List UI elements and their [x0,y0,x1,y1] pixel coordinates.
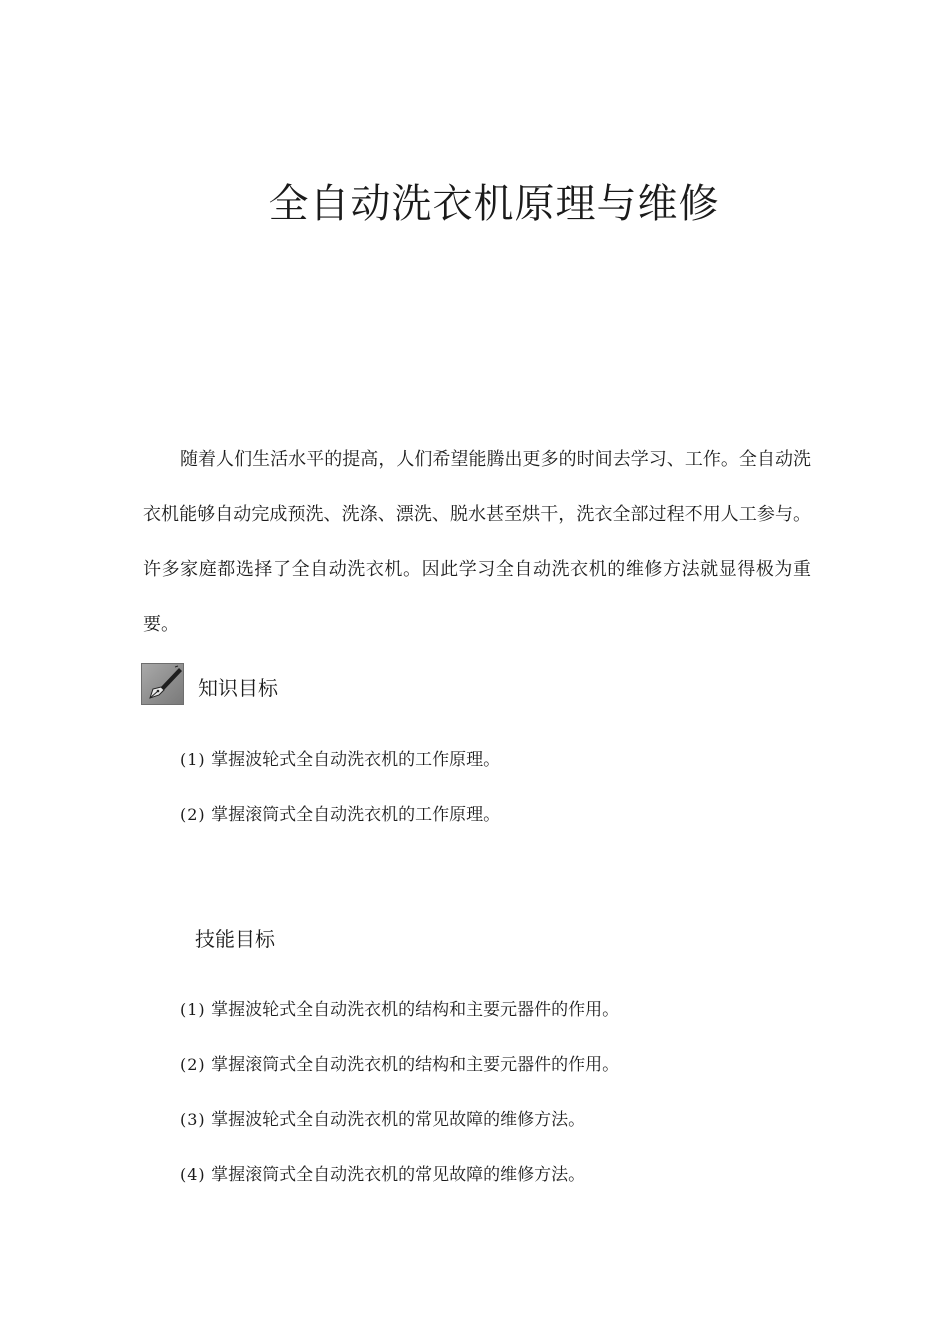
item-number: (1) [180,1000,206,1019]
knowledge-goal-item [180,800,500,825]
item-text: 掌握波轮式全自动洗衣机的常见故障的维修方法。 [211,1110,586,1130]
item-number: (2) [180,1055,206,1074]
skill-goals-heading: 技能目标 [195,927,275,951]
skill-goal-item [180,1105,585,1130]
item-number: (3) [180,1110,206,1129]
page-title: 全自动洗衣机原理与维修 [268,181,720,227]
pen-icon [141,663,184,705]
item-number: (1) [180,750,206,769]
item-text: 掌握滚筒式全自动洗衣机的常见故障的维修方法。 [211,1165,586,1185]
item-text: 掌握滚筒式全自动洗衣机的工作原理。 [211,805,501,825]
item-text: 掌握滚筒式全自动洗衣机的结构和主要元器件的作用。 [211,1055,620,1075]
item-text: 掌握波轮式全自动洗衣机的工作原理。 [211,750,501,770]
item-text: 掌握波轮式全自动洗衣机的结构和主要元器件的作用。 [211,1000,620,1020]
skill-goal-item [180,1050,619,1075]
skill-goal-item [180,1160,585,1185]
skill-goal-item [180,995,619,1020]
intro-paragraph: 随着人们生活水平的提高，人们希望能腾出更多的时间去学习、工作。全自动洗衣机能够自动完成预洗、洗涤、漂洗、脱水甚至烘干，洗衣全部过程不用人工参与。许多家庭都选择了全自动洗衣机。因此学习全自动洗衣机的维修方法就显得极为重要。 [143,449,811,635]
item-number: (2) [180,805,206,824]
knowledge-goals-heading: 知识目标 [198,676,278,700]
item-number: (4) [180,1165,206,1184]
fountain-pen-icon [142,664,183,704]
knowledge-goal-item [180,745,500,770]
